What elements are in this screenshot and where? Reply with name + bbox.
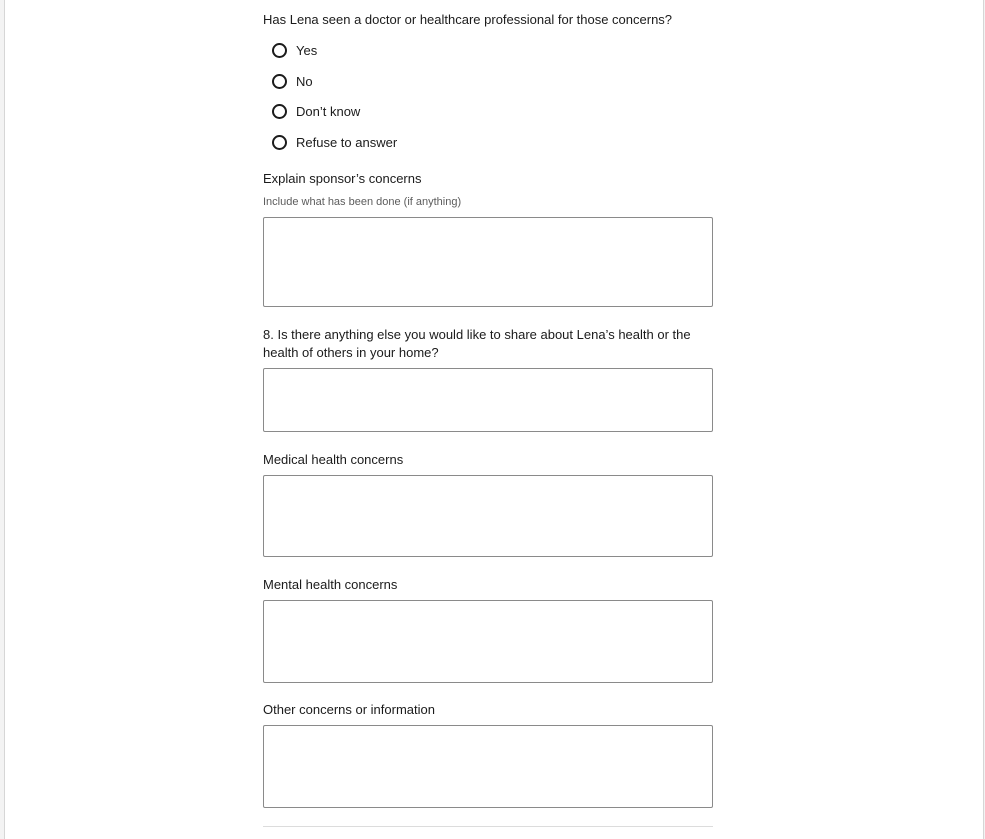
page	[4, 0, 984, 839]
mental-concerns-textarea[interactable]	[263, 600, 713, 683]
sponsor-concerns-textarea[interactable]	[263, 217, 713, 307]
other-concerns-label: Other concerns or information	[263, 702, 435, 717]
radio-refuse-label: Refuse to answer	[296, 134, 398, 150]
radio-yes-label: Yes	[296, 42, 318, 58]
question-8-label: 8. Is there anything else you would like to share about Lena’s health or the health of others in your home?	[263, 327, 691, 360]
radio-circle-icon[interactable]	[272, 43, 287, 58]
radio-refuse[interactable]	[272, 132, 397, 152]
radio-dont-know[interactable]	[272, 101, 360, 121]
section-divider	[263, 826, 713, 827]
other-concerns-textarea[interactable]	[263, 725, 713, 808]
mental-concerns-label: Mental health concerns	[263, 577, 398, 592]
radio-no[interactable]	[272, 71, 313, 91]
radio-dont-know-label: Don’t know	[296, 103, 361, 119]
sponsor-concerns-label: Explain sponsor’s concerns	[263, 171, 422, 186]
question-8-textarea[interactable]	[263, 368, 713, 432]
radio-circle-icon[interactable]	[272, 135, 287, 150]
radio-no-label: No	[296, 73, 313, 89]
radio-circle-icon[interactable]	[272, 74, 287, 89]
medical-concerns-textarea[interactable]	[263, 475, 713, 557]
radio-circle-icon[interactable]	[272, 104, 287, 119]
radio-yes[interactable]	[272, 40, 317, 60]
medical-concerns-label: Medical health concerns	[263, 452, 404, 467]
sponsor-concerns-hint: Include what has been done (if anything)	[263, 196, 462, 208]
doctor-question-label: Has Lena seen a doctor or healthcare professional for those concerns?	[263, 12, 673, 27]
